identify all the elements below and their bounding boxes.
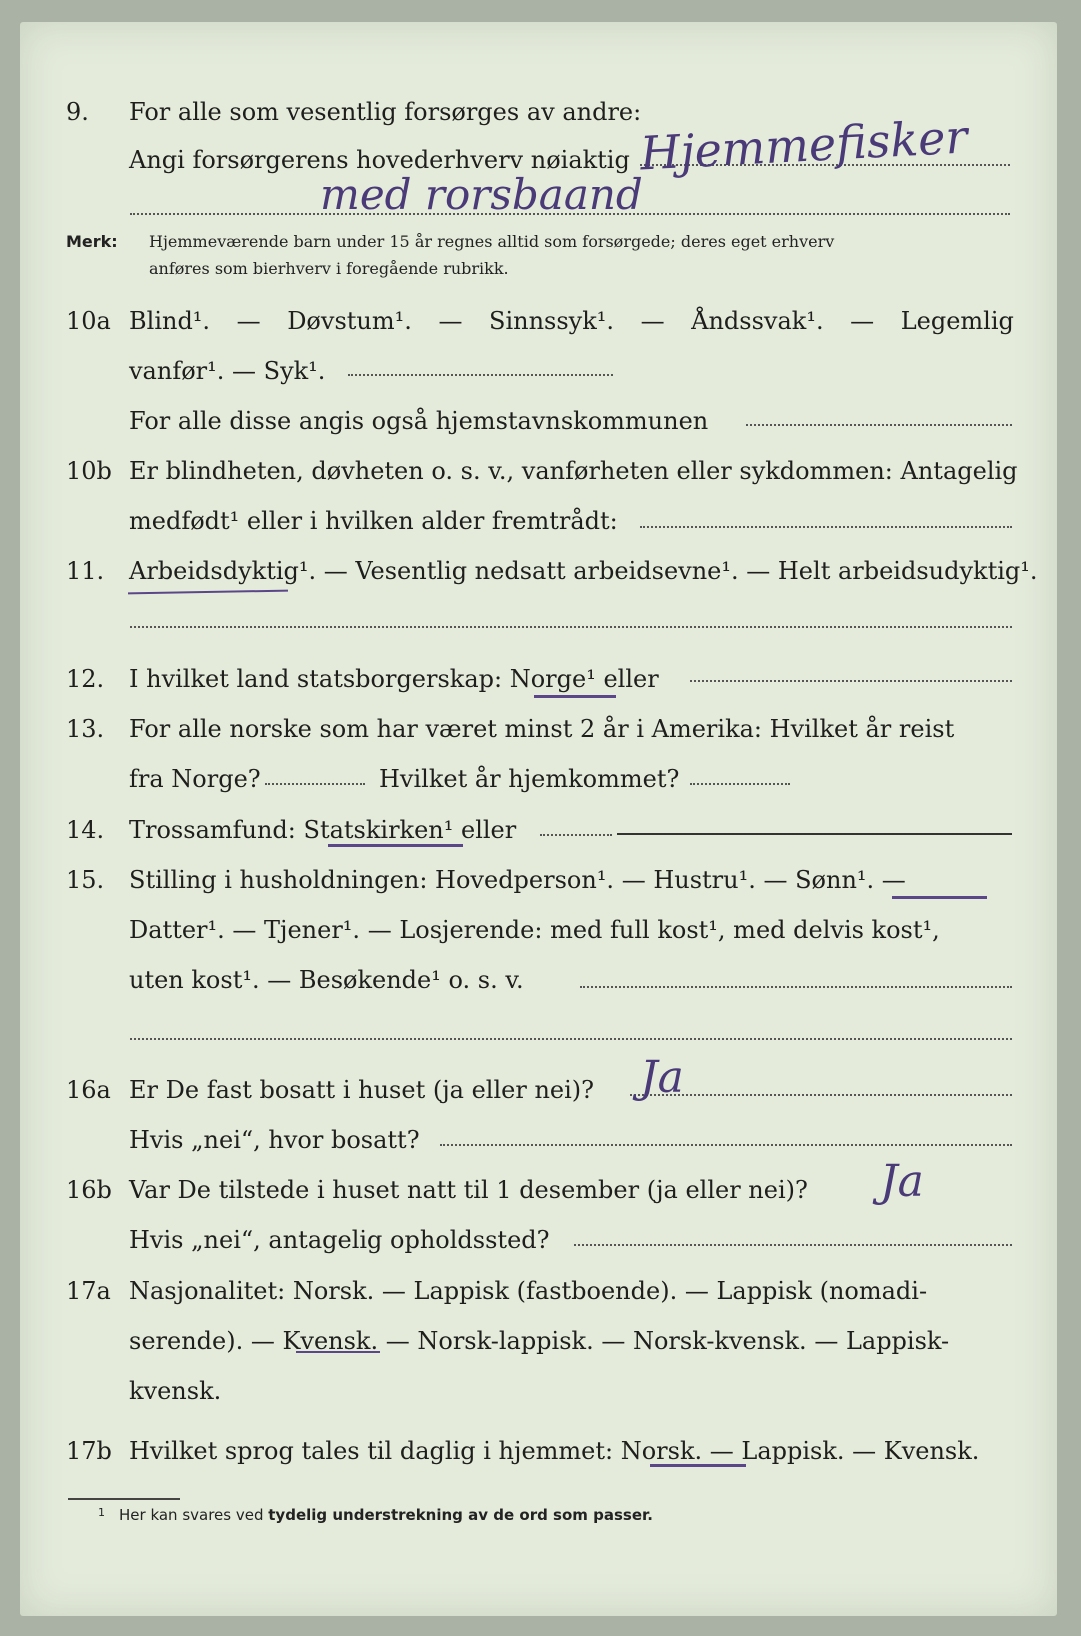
q10a-opt-legemlig: Legemlig	[900, 307, 1014, 335]
q17a-text-1: Nasjonalitet: Norsk. — Lappisk (fastboende). — Lappisk (nomadi-	[129, 1277, 928, 1305]
q15-number: 15.	[66, 866, 105, 894]
q13-answer-line-hjemkommet[interactable]	[690, 783, 790, 785]
q10a-text-3: For alle disse angis også hjemstavnskommunen	[129, 407, 709, 435]
q10a-line1	[0, 297, 1081, 341]
q10b-line2	[0, 497, 1081, 541]
q17a-text-2: serende). — Kvensk. — Norsk-lappisk. — Norsk-kvensk. — Lappisk-	[129, 1327, 950, 1355]
q16a-answer-line-2[interactable]	[440, 1144, 1012, 1146]
q14-number: 14.	[66, 816, 105, 844]
footnote-text: Her kan svares ved	[119, 1506, 269, 1524]
q10a-options	[129, 307, 1014, 335]
q12-underline-mark	[534, 695, 616, 698]
q11-text-1: Arbeidsdyktig¹. — Vesentlig nedsatt arbeidsevne¹. — Helt arbeidsudyktig¹.	[129, 557, 1038, 585]
q17a-number: 17a	[66, 1277, 111, 1305]
q11-number: 11.	[66, 557, 105, 585]
q10a-dash: —	[438, 307, 463, 335]
q10a-line2	[0, 347, 1081, 391]
q16a-line2	[0, 1116, 1081, 1160]
q10a-dash: —	[850, 307, 875, 335]
merk-text-1: Hjemmeværende barn under 15 år regnes alltid som forsørgede; deres eget erhverv	[149, 232, 835, 251]
q15-text-2: Datter¹. — Tjener¹. — Losjerende: med full kost¹, med delvis kost¹,	[129, 916, 940, 944]
q10b-answer-line[interactable]	[640, 526, 1012, 528]
q15-line3	[0, 956, 1081, 1000]
footnote-rule	[68, 1498, 180, 1500]
q12-number: 12.	[66, 665, 105, 693]
q16b-handwritten-answer: Ja	[880, 1156, 924, 1207]
q15-text-3: uten kost¹. — Besøkende¹ o. s. v.	[129, 966, 524, 994]
q9-number: 9.	[66, 98, 89, 126]
q10a-opt-andssvak: Åndssvak¹.	[691, 307, 824, 335]
q10a-opt-dovstum: Døvstum¹.	[287, 307, 412, 335]
q12-line1	[0, 655, 1081, 699]
q14-line1	[0, 806, 1081, 850]
q13-text-2a: fra Norge?	[129, 765, 261, 793]
q16b-number: 16b	[66, 1176, 112, 1204]
q17b-number: 17b	[66, 1437, 112, 1465]
q15-line1	[0, 856, 1081, 900]
q11-line1	[0, 547, 1081, 591]
q12-text-1: I hvilket land statsborgerskap: Norge¹ eller	[129, 665, 659, 693]
q12-answer-line[interactable]	[690, 680, 1012, 682]
q16a-text-2: Hvis „nei“, hvor bosatt?	[129, 1126, 420, 1154]
q17b-text-1: Hvilket sprog tales til daglig i hjemmet: Norsk. — Lappisk. — Kvensk.	[129, 1437, 980, 1465]
q14-text-1: Trossamfund: Statskirken¹ eller	[129, 816, 517, 844]
q17a-underline-mark	[296, 1351, 380, 1353]
merk-text-2: anføres som bierhverv i foregående rubrikk.	[149, 259, 509, 278]
q10b-text-1: Er blindheten, døvheten o. s. v., vanførheten eller sykdommen: Antagelig	[129, 457, 1018, 485]
q14-underline-mark	[328, 844, 463, 847]
q10a-number: 10a	[66, 307, 111, 335]
q15-line2	[0, 906, 1081, 950]
q15-answer-line-1[interactable]	[580, 986, 1012, 988]
q16a-line1	[0, 1066, 1081, 1110]
q14-answer-dots[interactable]	[540, 834, 612, 836]
footnote-text-bold: tydelig understrekning av de ord som passer.	[268, 1506, 653, 1524]
footnote	[98, 1506, 653, 1524]
q10a-line3	[0, 397, 1081, 441]
q16a-answer-line-1[interactable]	[630, 1094, 1012, 1096]
q17b-underline-mark	[650, 1464, 746, 1467]
q10a-text-2: vanfør¹. — Syk¹.	[129, 357, 326, 385]
q16a-number: 16a	[66, 1076, 111, 1104]
q17a-text-3: kvensk.	[129, 1377, 222, 1405]
q14-answer-line[interactable]	[617, 833, 1012, 835]
q13-number: 13.	[66, 715, 105, 743]
q17a-line3	[0, 1367, 1081, 1411]
q9-text-1: For alle som vesentlig forsørges av andre:	[129, 98, 642, 126]
q10a-opt-blind: Blind¹.	[129, 307, 211, 335]
q16a-text-1: Er De fast bosatt i huset (ja eller nei)?	[129, 1076, 595, 1104]
q10a-answer-line-1[interactable]	[348, 374, 613, 376]
q10b-text-2: medfødt¹ eller i hvilken alder fremtrådt:	[129, 507, 618, 535]
footnote-mark: 1	[98, 1506, 105, 1519]
q9-handwritten-answer-2: med rorsbaand	[320, 170, 643, 219]
q15-text-1: Stilling i husholdningen: Hovedperson¹. — Hustru¹. — Sønn¹. —	[129, 866, 906, 894]
merk-label: Merk:	[66, 232, 118, 251]
q9-text-2: Angi forsørgerens hovederhverv nøiaktig	[129, 146, 630, 174]
q10a-dash: —	[236, 307, 261, 335]
q17b-line1	[0, 1427, 1081, 1471]
q10b-number: 10b	[66, 457, 112, 485]
q15-underline-mark	[892, 896, 987, 899]
q15-answer-line-2[interactable]	[130, 1038, 1012, 1040]
q17a-line1	[0, 1267, 1081, 1311]
q10a-opt-sinnssyk: Sinnssyk¹.	[489, 307, 615, 335]
q10a-answer-line-2[interactable]	[746, 424, 1012, 426]
q16b-text-2: Hvis „nei“, antagelig opholdssted?	[129, 1226, 550, 1254]
q13-text-1: For alle norske som har været minst 2 år i Amerika: Hvilket år reist	[129, 715, 955, 743]
q16b-text-1: Var De tilstede i huset natt til 1 desember (ja eller nei)?	[129, 1176, 808, 1204]
q13-text-2b: Hvilket år hjemkommet?	[379, 765, 680, 793]
q13-line2	[0, 755, 1081, 799]
q16b-line2	[0, 1216, 1081, 1260]
q10b-line1	[0, 447, 1081, 491]
q11-answer-line[interactable]	[130, 626, 1012, 628]
q17a-line2	[0, 1317, 1081, 1361]
q13-answer-line-reist[interactable]	[265, 783, 365, 785]
q16b-answer-line[interactable]	[574, 1244, 1012, 1246]
q10a-dash: —	[640, 307, 665, 335]
q13-line1	[0, 705, 1081, 749]
q9-handwritten-answer-1: Hjemmefisker	[638, 109, 969, 181]
merk-note-line1	[66, 232, 835, 251]
q16a-handwritten-answer: Ja	[640, 1052, 684, 1103]
